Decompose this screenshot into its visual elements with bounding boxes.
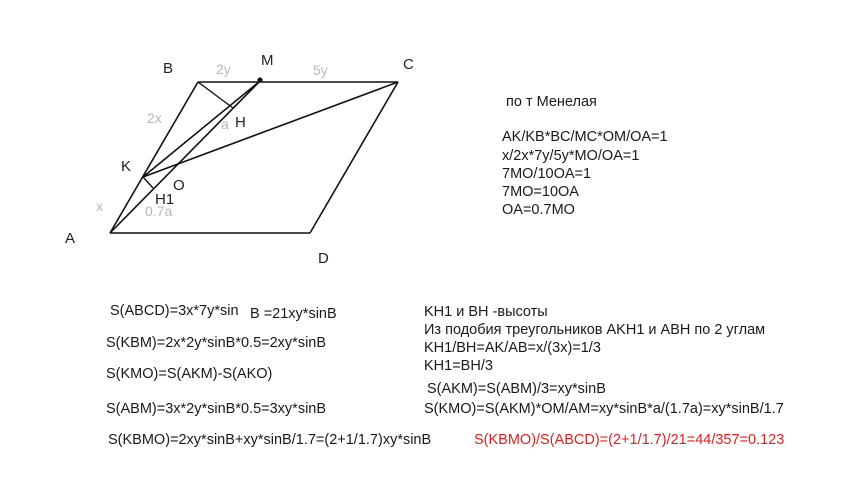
- final-result: S(KBMO)/S(ABCD)=(2+1/1.7)/21=44/357=0.123: [474, 432, 785, 448]
- label-ak-length: x: [96, 198, 103, 214]
- label-point-k: K: [121, 158, 132, 175]
- label-point-d: D: [318, 250, 329, 267]
- menelaus-title: по т Менелая: [506, 94, 597, 110]
- label-point-h1: H1: [155, 191, 175, 208]
- label-ao-length: 0.7a: [145, 203, 173, 219]
- heights-line: S(KMO)=S(AKM)*OM/AM=xy*sinB*a/(1.7a)=xy*sinB/1.7: [424, 401, 784, 417]
- menelaus-line: AK/KB*BC/MC*OM/OA=1: [502, 129, 668, 145]
- height-bh: [198, 82, 233, 108]
- label-point-b: B: [163, 60, 174, 77]
- menelaus-line: 7MO=10OA: [502, 184, 579, 200]
- label-point-m: M: [261, 52, 274, 69]
- label-mc-length: 5y: [313, 62, 328, 78]
- point-m-dot: [257, 77, 262, 82]
- area-kmo-formula: S(KMO)=S(AKM)-S(AKO): [106, 366, 273, 382]
- label-point-h: H: [235, 114, 246, 131]
- segment-kc: [143, 82, 398, 177]
- area-kbm-formula: S(KBM)=2x*2y*sinB*0.5=2xy*sinB: [106, 335, 327, 351]
- heights-line: KH1/BH=AK/AB=x/(3x)=1/3: [424, 340, 601, 356]
- area-abcd-formula: S(ABCD)=3x*7y*sin: [110, 303, 239, 319]
- label-bm-length: 2y: [216, 61, 231, 77]
- area-abcd-result: B =21xy*sinB: [250, 306, 337, 322]
- area-abm-formula: S(ABM)=3x*2y*sinB*0.5=3xy*sinB: [106, 401, 327, 417]
- height-kh1: [143, 177, 153, 188]
- label-om-length: a: [221, 116, 229, 132]
- heights-line: S(AKM)=S(ABM)/3=xy*sinB: [427, 381, 606, 397]
- label-point-a: A: [65, 230, 76, 247]
- menelaus-line: 7MO/10OA=1: [502, 166, 592, 182]
- label-bk-length: 2x: [147, 110, 162, 126]
- label-point-c: C: [403, 56, 414, 73]
- menelaus-line: OA=0.7MO: [502, 202, 575, 218]
- heights-line: Из подобия треугольников AKH1 и ABH по 2 углам: [424, 322, 766, 338]
- heights-line: KH1=BH/3: [424, 358, 493, 374]
- area-kbmo-formula: S(KBMO)=2xy*sinB+xy*sinB/1.7=(2+1/1.7)xy*sinB: [108, 432, 432, 448]
- menelaus-line: x/2x*7y/5y*MO/OA=1: [502, 148, 640, 164]
- side-cd: [310, 82, 398, 233]
- heights-line: KH1 и BH -высоты: [424, 304, 548, 320]
- label-point-o: O: [173, 177, 185, 194]
